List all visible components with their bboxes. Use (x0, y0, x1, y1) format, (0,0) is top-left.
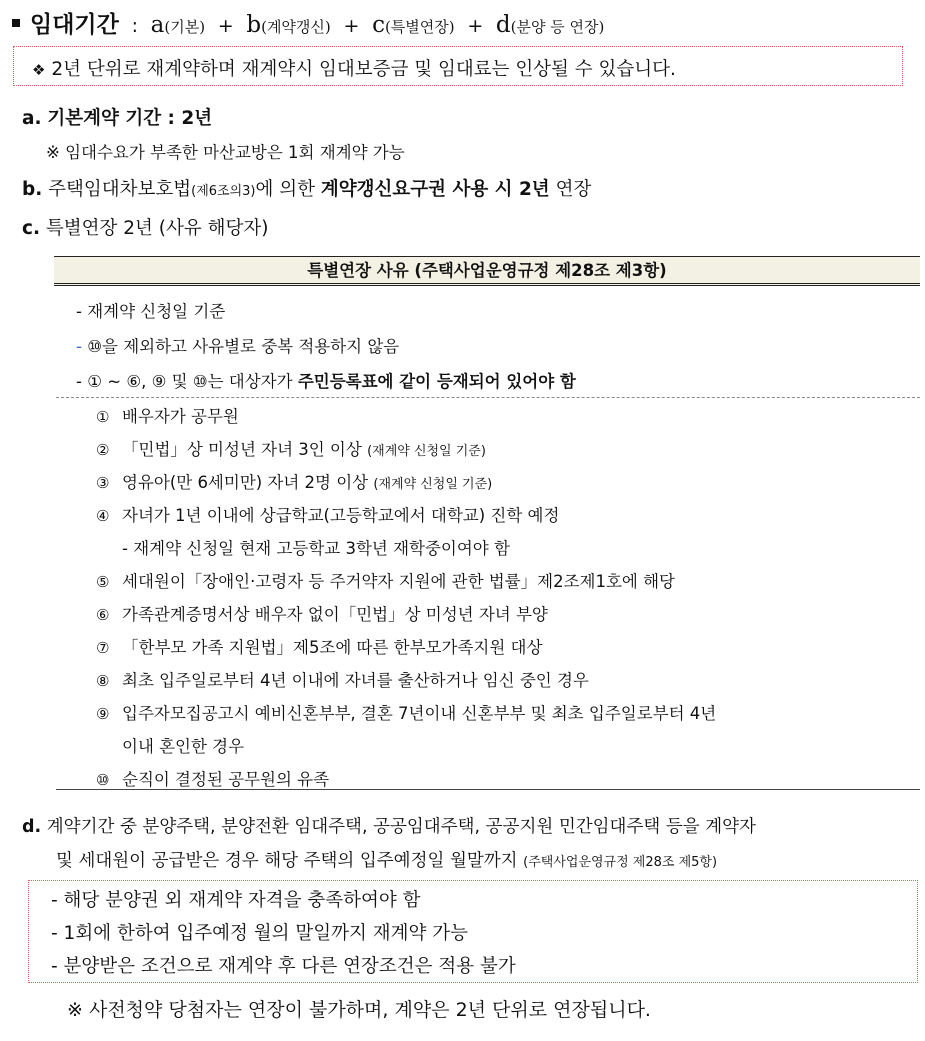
list-item (96, 436, 486, 460)
item-number: ④ (96, 507, 110, 525)
heading-colon: : (131, 15, 138, 37)
condition-text: ① ~ ⑥, ⑨ 및 ⑩는 대상자가 (87, 372, 293, 391)
item-number: ② (96, 441, 110, 459)
condition-row (76, 368, 576, 392)
section-b-text2: 에 의한 (255, 179, 316, 200)
section-b-bold: 계약갱신요구권 사용 시 2년 (320, 179, 550, 200)
section-a-title: 기본계약 기간 : 2년 (47, 108, 213, 129)
item-text: 배우자가 공무원 (122, 407, 239, 426)
item-note: (재계약 신청일 기준) (367, 444, 486, 459)
section-c-text: 특별연장 2년 (사유 해당자) (45, 218, 269, 239)
item-number: ③ (96, 474, 110, 492)
conditions-divider (56, 397, 920, 398)
section-b (22, 175, 591, 201)
section-d-line1 (22, 813, 756, 838)
item-number: ⑨ (96, 705, 110, 723)
item-text: 최초 입주일로부터 4년 이내에 자녀를 출산하거나 임신 중인 경우 (122, 671, 589, 690)
section-a-label: a. (22, 108, 42, 129)
list-item (96, 469, 492, 493)
footer-note: ※ 사전청약 당첨자는 연장이 불가하며, 계약은 2년 단위로 연장됩니다. (67, 999, 651, 1021)
plus-sign: + (467, 15, 484, 37)
item-text: 「민법」상 미성년 자녀 3인 이상 (122, 440, 362, 459)
section-d-line2 (56, 847, 717, 872)
section-b-text: 주택임대차보호법 (48, 179, 192, 200)
list-item (96, 667, 589, 691)
list-item-sub: 이내 혼인한 경우 (122, 737, 245, 756)
list-bottom-border (56, 789, 920, 790)
item-text: 세대원이「장애인·고령자 등 주거약자 지원에 관한 법률」제2조제1호에 해당 (122, 572, 675, 591)
list-item (96, 766, 329, 790)
list-item (96, 403, 239, 427)
item-text: 영유아(만 6세미만) 자녀 2명 이상 (122, 473, 369, 492)
sale-condition-line: - 1회에 한하여 입주예정 월의 말일까지 재계약 가능 (51, 923, 469, 944)
item-number: ① (96, 408, 110, 426)
section-c-label: c. (22, 218, 40, 239)
square-bullet-icon (12, 19, 20, 27)
section-b-label: b. (22, 179, 43, 200)
section-a-note: ※ 임대수요가 부족한 마산교방은 1회 재계약 가능 (46, 143, 405, 162)
condition-dash: - (76, 372, 82, 391)
condition-dash: - (76, 337, 82, 356)
condition-text: 재계약 신청일 기준 (87, 302, 226, 321)
term-a-desc: (기본) (164, 18, 206, 36)
item-number: ⑧ (96, 672, 110, 690)
section-d-text2: 및 세대원이 공급받은 경우 해당 주택의 입주예정일 월말까지 (56, 851, 518, 871)
item-text: 자녀가 1년 이내에 상급학교(고등학교에서 대학교) 진학 예정 (122, 506, 560, 525)
item-text: 입주자모집공고시 예비신혼부부, 결혼 7년이내 신혼부부 및 최초 입주일로부터 4년 (122, 704, 717, 723)
item-number: ⑩ (96, 771, 110, 789)
section-d-label: d. (22, 817, 42, 837)
renewal-note-text: 2년 단위로 재계약하며 재계약시 임대보증금 및 임대료는 인상될 수 있습니다. (51, 59, 676, 80)
item-number: ⑥ (96, 606, 110, 624)
list-item (96, 568, 675, 592)
section-d-law-ref: (주택사업운영규정 제28조 제5항) (523, 855, 718, 870)
sale-condition-line: - 분양받은 조건으로 재계약 후 다른 연장조건은 적용 불가 (51, 956, 516, 977)
item-number: ⑦ (96, 639, 110, 657)
list-item (96, 502, 559, 526)
list-item (96, 601, 548, 625)
condition-row (76, 298, 225, 322)
term-c-desc: (특별연장) (384, 18, 455, 36)
plus-sign: + (217, 15, 234, 37)
sale-conditions-box (28, 880, 918, 983)
term-c-letter: c (372, 12, 385, 38)
section-d-text1: 계약기간 중 분양주택, 분양전환 임대주택, 공공임대주택, 공공지원 민간임대주택 등을 계약자 (46, 817, 756, 837)
condition-row (76, 333, 399, 357)
term-d-letter: d (495, 12, 511, 38)
section-c (22, 214, 268, 240)
item-text: 순직이 결정된 공무원의 유족 (122, 770, 330, 789)
section-b-law-ref: (제6조의3) (191, 184, 256, 199)
list-item (96, 700, 716, 724)
term-a-letter: a (150, 12, 165, 38)
item-text: 가족관계증명서상 배우자 없이「민법」상 미성년 자녀 부양 (122, 605, 548, 624)
term-d-desc: (분양 등 연장) (510, 18, 605, 36)
term-b-desc: (계약갱신) (261, 18, 331, 36)
diamond-bullet-icon: ❖ (32, 61, 46, 79)
term-b-letter: b (246, 12, 262, 38)
heading-title: 임대기간 (30, 11, 119, 38)
condition-bold-text: 주민등록표에 같이 등재되어 있어야 함 (297, 372, 576, 391)
section-b-text3: 연장 (555, 179, 592, 200)
item-number: ⑤ (96, 573, 110, 591)
condition-text: ⑩을 제외하고 사유별로 중복 적용하지 않음 (87, 337, 400, 356)
plus-sign: + (343, 15, 360, 37)
list-item-sub: - 재계약 신청일 현재 고등학교 3학년 재학중이여야 함 (122, 539, 510, 558)
renewal-note-box (13, 46, 903, 86)
item-note: (재계약 신청일 기준) (373, 477, 493, 492)
special-extension-table-header: 특별연장 사유 (주택사업운영규정 제28조 제3항) (54, 256, 920, 286)
sale-condition-line: - 해당 분양권 외 재계약 자격을 충족하여야 함 (51, 890, 421, 911)
list-item (96, 634, 542, 658)
item-text: 「한부모 가족 지원법」제5조에 따른 한부모가족지원 대상 (122, 638, 543, 657)
condition-dash: - (76, 302, 82, 321)
section-a (22, 104, 212, 130)
rental-period-heading (12, 6, 604, 39)
